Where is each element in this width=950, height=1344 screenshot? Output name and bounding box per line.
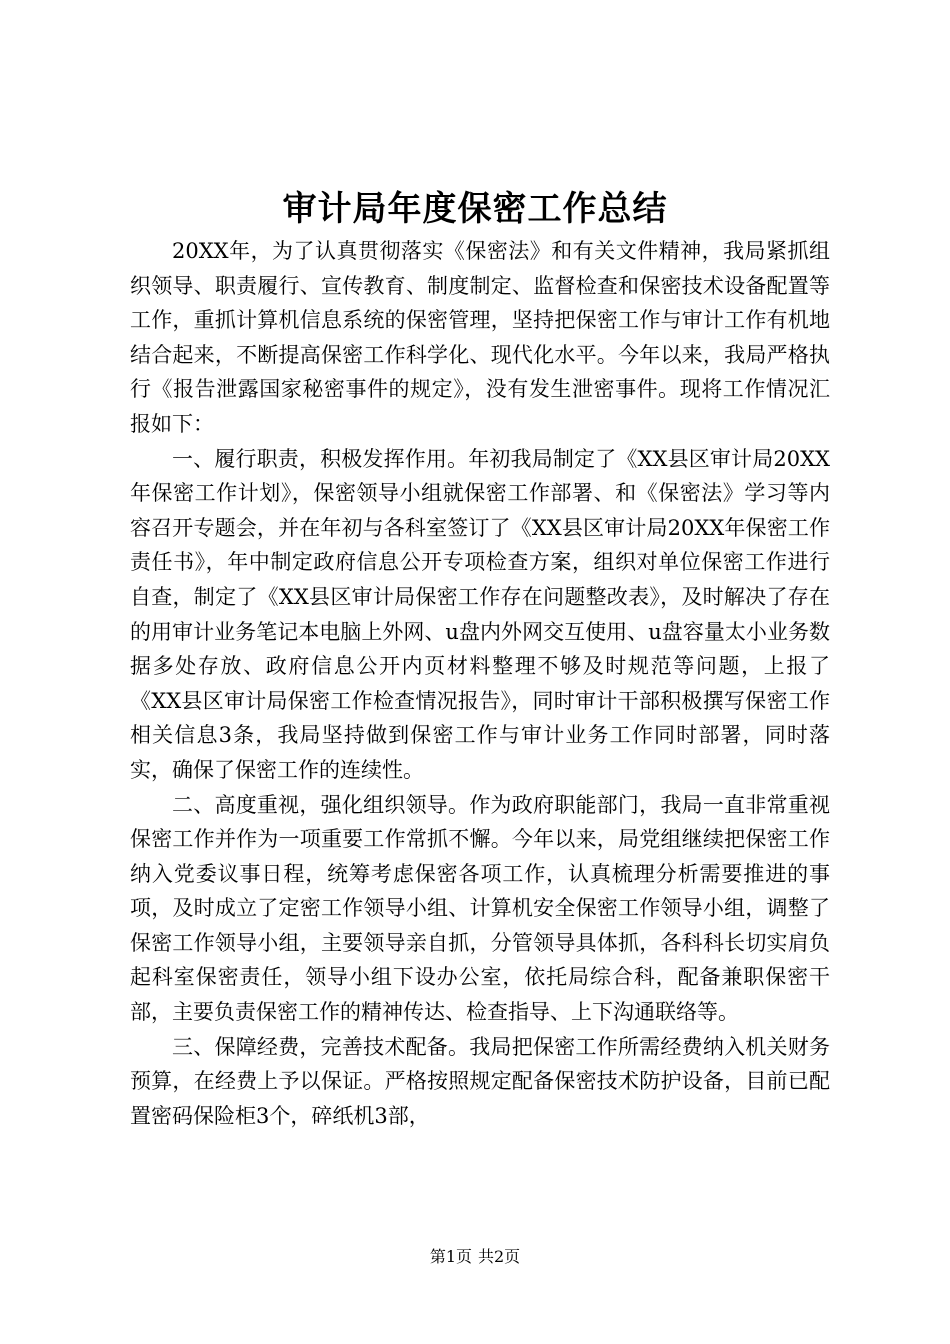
document-title: 审计局年度保密工作总结 xyxy=(282,189,668,229)
page-total: 共2页 xyxy=(478,1247,521,1266)
document-body xyxy=(130,234,830,1133)
paragraph-intro: 20XX年，为了认真贯彻落实《保密法》和有关文件精神，我局紧抓组织领导、职责履行、宣传教育、制度制定、监督检查和保密技术设备配置等工作，重抓计算机信息系统的保密管理，坚持把保密工作与审计工作有机地结合起来，不断提高保密工作科学化、现代化水平。今年以来，我局严格执行《报告泄露国家秘密事件的规定》，没有发生泄密事件。现将工作情况汇报如下： xyxy=(130,239,830,436)
paragraph-section-1: 一、履行职责，积极发挥作用。年初我局制定了《XX县区审计局20XX年保密工作计划》，保密领导小组就保密工作部署、和《保密法》学习等内容召开专题会，并在年初与各科室签订了《XX县区审计局20XX年保密工作责任书》，年中制定政府信息公开专项检查方案，组织对单位保密工作进行自查，制定了《XX县区审计局保密工作存在问题整改表》，及时解决了存在的用审计业务笔记本电脑上外网、u盘内外网交互使用、u盘容量太小业务数据多处存放、政府信息公开内页材料整理不够及时规范等问题，上报了《XX县区审计局保密工作检查情况报告》，同时审计干部积极撰写保密工作相关信息3条，我局坚持做到保密工作与审计业务工作同时部署，同时落实，确保了保密工作的连续性。 xyxy=(130,446,830,782)
paragraph-section-2: 二、高度重视，强化组织领导。作为政府职能部门，我局一直非常重视保密工作并作为一项重要工作常抓不懈。今年以来，局党组继续把保密工作纳入党委议事日程，统筹考虑保密各项工作，认真梳理分析需要推进的事项，及时成立了定密工作领导小组、计算机安全保密工作领导小组，调整了保密工作领导小组，主要领导亲自抓，分管领导具体抓，各科科长切实肩负起科室保密责任，领导小组下设办公室，依托局综合科，配备兼职保密干部，主要负责保密工作的精神传达、检查指导、上下沟通联络等。 xyxy=(130,792,830,1025)
page-footer xyxy=(0,1246,950,1268)
paragraph-section-3: 三、保障经费，完善技术配备。我局把保密工作所需经费纳入机关财务预算，在经费上予以保证。严格按照规定配备保密技术防护设备，目前已配置密码保险柜3个，碎纸机3部， xyxy=(130,1034,830,1128)
page-number: 第1页 xyxy=(429,1247,472,1266)
